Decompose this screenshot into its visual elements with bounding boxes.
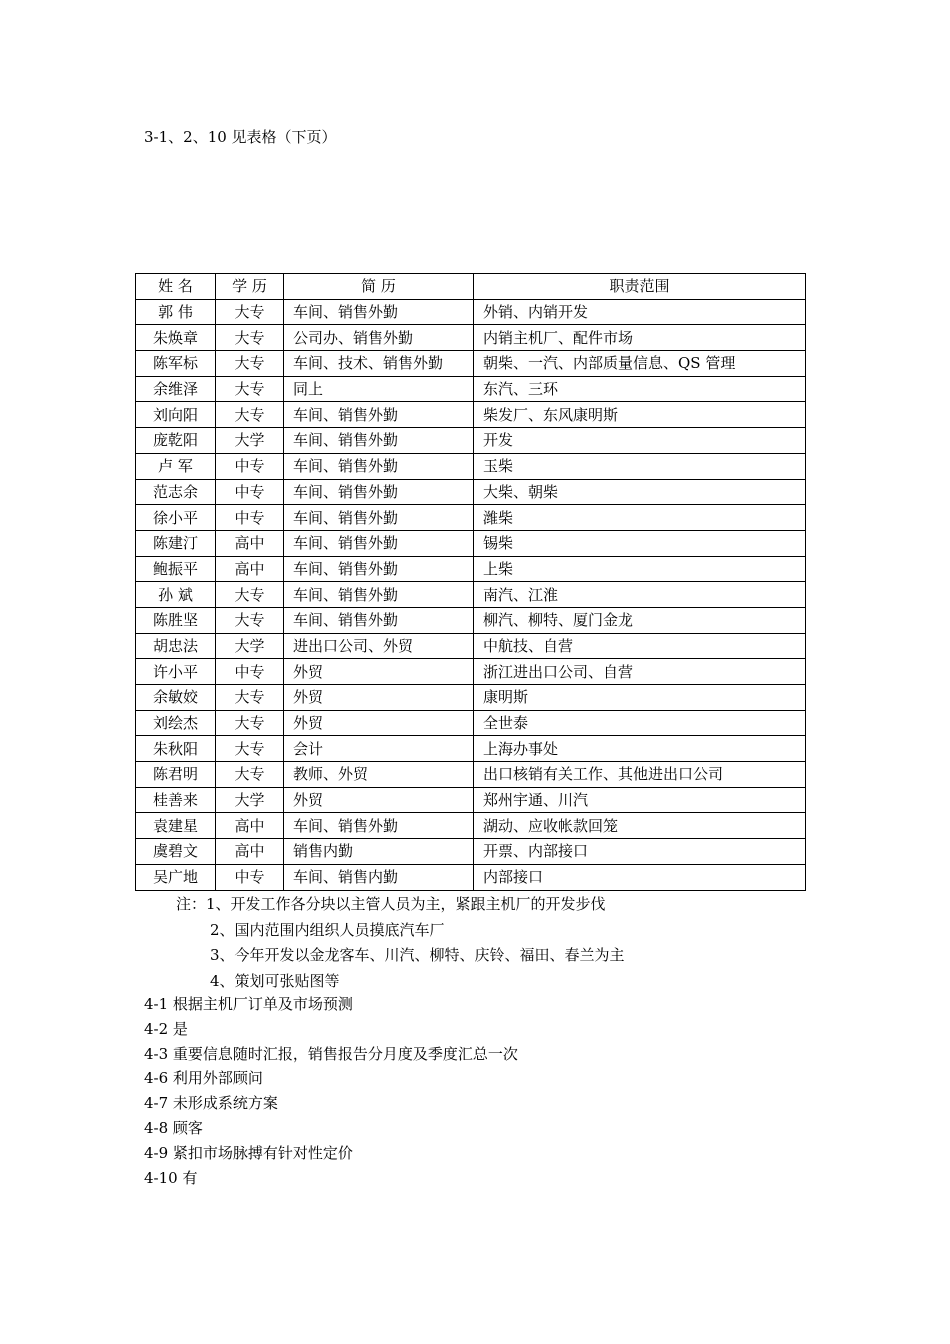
cell-name: 徐小平 <box>136 505 216 531</box>
cell-resume: 同上 <box>284 376 474 402</box>
cell-resume: 车间、销售外勤 <box>284 453 474 479</box>
cell-resume: 销售内勤 <box>284 839 474 865</box>
answer-item: 4-7 未形成系统方案 <box>144 1094 278 1113</box>
cell-responsibility: 柴发厂、东风康明斯 <box>474 402 806 428</box>
cell-education: 大专 <box>216 376 284 402</box>
table-row <box>136 839 806 865</box>
table-row <box>136 299 806 325</box>
cell-name: 孙 斌 <box>136 582 216 608</box>
table-row <box>136 428 806 454</box>
cell-responsibility: 中航技、自营 <box>474 633 806 659</box>
cell-responsibility: 湖动、应收帐款回笼 <box>474 813 806 839</box>
header-name: 姓 名 <box>136 274 216 300</box>
cell-education: 大专 <box>216 685 284 711</box>
cell-name: 胡忠法 <box>136 633 216 659</box>
note-item: 2、国内范围内组织人员摸底汽车厂 <box>210 920 445 939</box>
cell-education: 中专 <box>216 453 284 479</box>
cell-responsibility: 上柴 <box>474 556 806 582</box>
table-row <box>136 530 806 556</box>
cell-education: 中专 <box>216 864 284 890</box>
cell-name: 余维泽 <box>136 376 216 402</box>
intro-line: 3-1、2、10 见表格（下页） <box>144 128 337 146</box>
cell-resume: 教师、外贸 <box>284 762 474 788</box>
answer-item: 4-3 重要信息随时汇报，销售报告分月度及季度汇总一次 <box>144 1044 518 1063</box>
table-row <box>136 325 806 351</box>
table-row <box>136 505 806 531</box>
cell-responsibility: 全世泰 <box>474 710 806 736</box>
cell-responsibility: 开票、内部接口 <box>474 839 806 865</box>
cell-education: 大专 <box>216 351 284 377</box>
cell-education: 大学 <box>216 428 284 454</box>
header-education: 学 历 <box>216 274 284 300</box>
cell-name: 桂善来 <box>136 787 216 813</box>
table-row <box>136 762 806 788</box>
cell-resume: 车间、销售外勤 <box>284 299 474 325</box>
answer-item: 4-2 是 <box>144 1019 188 1038</box>
table-row <box>136 556 806 582</box>
cell-resume: 车间、销售外勤 <box>284 428 474 454</box>
cell-resume: 车间、销售外勤 <box>284 813 474 839</box>
answer-item: 4-6 利用外部顾问 <box>144 1069 263 1088</box>
answer-item: 4-8 顾客 <box>144 1118 203 1137</box>
cell-resume: 外贸 <box>284 710 474 736</box>
cell-resume: 外贸 <box>284 787 474 813</box>
cell-resume: 车间、销售内勤 <box>284 864 474 890</box>
cell-education: 大专 <box>216 762 284 788</box>
cell-name: 许小平 <box>136 659 216 685</box>
cell-responsibility: 锡柴 <box>474 530 806 556</box>
table-row <box>136 479 806 505</box>
cell-name: 朱焕章 <box>136 325 216 351</box>
cell-responsibility: 朝柴、一汽、内部质量信息、QS 管理 <box>474 351 806 377</box>
header-resume: 简 历 <box>284 274 474 300</box>
cell-resume: 车间、销售外勤 <box>284 607 474 633</box>
table-header-row <box>136 274 806 300</box>
cell-education: 中专 <box>216 479 284 505</box>
table-row <box>136 582 806 608</box>
table-row <box>136 685 806 711</box>
cell-education: 大学 <box>216 787 284 813</box>
cell-education: 中专 <box>216 505 284 531</box>
cell-name: 吴广地 <box>136 864 216 890</box>
cell-name: 刘绘杰 <box>136 710 216 736</box>
cell-name: 陈君明 <box>136 762 216 788</box>
table-row <box>136 607 806 633</box>
cell-responsibility: 外销、内销开发 <box>474 299 806 325</box>
cell-resume: 车间、销售外勤 <box>284 479 474 505</box>
cell-responsibility: 玉柴 <box>474 453 806 479</box>
cell-responsibility: 出口核销有关工作、其他进出口公司 <box>474 762 806 788</box>
cell-resume: 车间、技术、销售外勤 <box>284 351 474 377</box>
note-item: 4、策划可张贴图等 <box>210 971 340 990</box>
cell-responsibility: 浙江进出口公司、自营 <box>474 659 806 685</box>
cell-education: 大专 <box>216 607 284 633</box>
cell-resume: 外贸 <box>284 685 474 711</box>
table-row <box>136 864 806 890</box>
cell-name: 范志余 <box>136 479 216 505</box>
cell-responsibility: 上海办事处 <box>474 736 806 762</box>
cell-education: 高中 <box>216 556 284 582</box>
cell-education: 大专 <box>216 736 284 762</box>
cell-education: 高中 <box>216 839 284 865</box>
cell-responsibility: 内销主机厂、配件市场 <box>474 325 806 351</box>
cell-education: 大专 <box>216 582 284 608</box>
table-row <box>136 453 806 479</box>
cell-name: 虞碧文 <box>136 839 216 865</box>
cell-education: 大学 <box>216 633 284 659</box>
note-item: 注：1、开发工作各分块以主管人员为主，紧跟主机厂的开发步伐 <box>176 895 606 913</box>
cell-name: 鲍振平 <box>136 556 216 582</box>
table-row <box>136 736 806 762</box>
cell-name: 陈建汀 <box>136 530 216 556</box>
cell-name: 袁建星 <box>136 813 216 839</box>
cell-responsibility: 康明斯 <box>474 685 806 711</box>
cell-responsibility: 柳汽、柳特、厦门金龙 <box>474 607 806 633</box>
cell-responsibility: 内部接口 <box>474 864 806 890</box>
table-row <box>136 659 806 685</box>
cell-resume: 车间、销售外勤 <box>284 556 474 582</box>
cell-responsibility: 大柴、朝柴 <box>474 479 806 505</box>
cell-education: 高中 <box>216 813 284 839</box>
cell-responsibility: 南汽、江淮 <box>474 582 806 608</box>
cell-name: 陈军标 <box>136 351 216 377</box>
table-row <box>136 710 806 736</box>
cell-responsibility: 东汽、三环 <box>474 376 806 402</box>
header-responsibility: 职责范围 <box>474 274 806 300</box>
cell-education: 中专 <box>216 659 284 685</box>
cell-resume: 车间、销售外勤 <box>284 402 474 428</box>
cell-resume: 车间、销售外勤 <box>284 582 474 608</box>
answers-block <box>144 992 518 1190</box>
cell-resume: 外贸 <box>284 659 474 685</box>
cell-name: 郭 伟 <box>136 299 216 325</box>
cell-responsibility: 开发 <box>474 428 806 454</box>
staff-table <box>135 273 806 891</box>
cell-resume: 车间、销售外勤 <box>284 505 474 531</box>
cell-name: 余敏姣 <box>136 685 216 711</box>
cell-resume: 公司办、销售外勤 <box>284 325 474 351</box>
answer-item: 4-10 有 <box>144 1168 198 1187</box>
table-row <box>136 376 806 402</box>
cell-education: 大专 <box>216 325 284 351</box>
cell-responsibility: 郑州宇通、川汽 <box>474 787 806 813</box>
cell-responsibility: 潍柴 <box>474 505 806 531</box>
cell-education: 大专 <box>216 299 284 325</box>
cell-name: 朱秋阳 <box>136 736 216 762</box>
cell-education: 大专 <box>216 402 284 428</box>
cell-resume: 车间、销售外勤 <box>284 530 474 556</box>
cell-name: 刘向阳 <box>136 402 216 428</box>
table-body <box>136 299 806 890</box>
note-item: 3、今年开发以金龙客车、川汽、柳特、庆铃、福田、春兰为主 <box>210 946 625 964</box>
table-row <box>136 633 806 659</box>
answer-item: 4-1 根据主机厂订单及市场预测 <box>144 995 353 1013</box>
table-row <box>136 787 806 813</box>
cell-resume: 会计 <box>284 736 474 762</box>
cell-education: 高中 <box>216 530 284 556</box>
cell-resume: 进出口公司、外贸 <box>284 633 474 659</box>
cell-education: 大专 <box>216 710 284 736</box>
cell-name: 庞乾阳 <box>136 428 216 454</box>
table-row <box>136 402 806 428</box>
table-row <box>136 813 806 839</box>
answer-item: 4-9 紧扣市场脉搏有针对性定价 <box>144 1143 353 1162</box>
notes-block <box>176 892 625 994</box>
cell-name: 陈胜坚 <box>136 607 216 633</box>
table-row <box>136 351 806 377</box>
cell-name: 卢 军 <box>136 453 216 479</box>
